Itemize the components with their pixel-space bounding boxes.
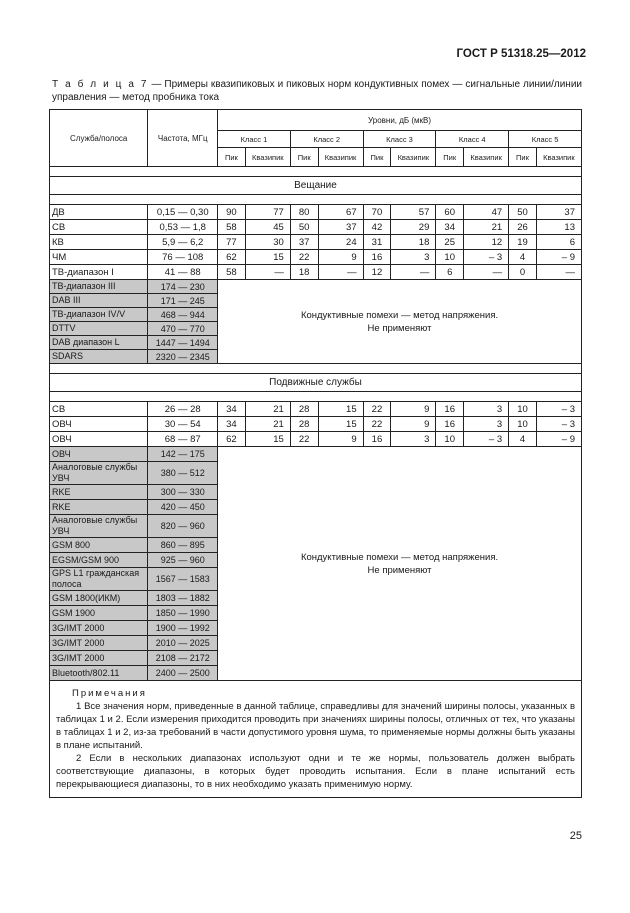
frequency-cell: 470 — 770: [148, 322, 218, 336]
value-cell: 3: [391, 432, 436, 447]
value-cell: 19: [509, 235, 537, 250]
table-row: [50, 447, 582, 462]
frequency-cell: 468 — 944: [148, 308, 218, 322]
value-cell: 16: [363, 432, 391, 447]
service-cell: EGSM/GSM 900: [50, 553, 148, 568]
service-cell: GSM 1800(ИКМ): [50, 591, 148, 606]
service-cell: ДВ: [50, 205, 148, 220]
frequency-cell: 174 — 230: [148, 280, 218, 294]
page-number: 25: [569, 830, 582, 842]
value-cell: —: [536, 265, 581, 280]
value-cell: 34: [218, 402, 246, 417]
service-cell: ОВЧ: [50, 432, 148, 447]
header-frequency: Частота, МГц: [148, 110, 218, 167]
value-cell: 57: [391, 205, 436, 220]
frequency-cell: 41 — 88: [148, 265, 218, 280]
service-cell: DTTV: [50, 322, 148, 336]
value-cell: 90: [218, 205, 246, 220]
not-applicable-line1: Кондуктивные помехи — метод напряжения.: [300, 309, 499, 321]
header-peak: Пик: [290, 148, 318, 167]
header-levels: Уровни, дБ (мкВ): [218, 110, 582, 131]
frequency-cell: 26 — 28: [148, 402, 218, 417]
table-caption-label: Т а б л и ц а 7: [52, 79, 149, 90]
table-row: [50, 250, 582, 265]
not-applicable-line2: Не применяют: [367, 564, 432, 576]
header-peak: Пик: [218, 148, 246, 167]
frequency-cell: 0,53 — 1,8: [148, 220, 218, 235]
service-cell: ЧМ: [50, 250, 148, 265]
value-cell: 21: [245, 417, 290, 432]
header-class: Класс 2: [290, 131, 363, 148]
table-caption: [52, 78, 582, 104]
service-cell: 3G/IMT 2000: [50, 651, 148, 666]
value-cell: – 3: [536, 402, 581, 417]
value-cell: 42: [363, 220, 391, 235]
value-cell: —: [318, 265, 363, 280]
value-cell: 60: [436, 205, 464, 220]
frequency-cell: 2010 — 2025: [148, 636, 218, 651]
value-cell: 0: [509, 265, 537, 280]
value-cell: 4: [509, 432, 537, 447]
service-cell: СВ: [50, 402, 148, 417]
not-applicable-line2: Не применяют: [367, 322, 432, 334]
value-cell: 67: [318, 205, 363, 220]
value-cell: 58: [218, 265, 246, 280]
frequency-cell: 820 — 960: [148, 515, 218, 538]
value-cell: 37: [318, 220, 363, 235]
service-cell: КВ: [50, 235, 148, 250]
table-row: [50, 235, 582, 250]
value-cell: 9: [391, 402, 436, 417]
value-cell: 21: [245, 402, 290, 417]
header-quasipeak: Квазипик: [318, 148, 363, 167]
table-row: [50, 205, 582, 220]
value-cell: 37: [290, 235, 318, 250]
frequency-cell: 171 — 245: [148, 294, 218, 308]
service-cell: Bluetooth/802.11: [50, 666, 148, 681]
header-peak: Пик: [436, 148, 464, 167]
value-cell: 70: [363, 205, 391, 220]
frequency-cell: 68 — 87: [148, 432, 218, 447]
value-cell: 25: [436, 235, 464, 250]
value-cell: – 9: [536, 432, 581, 447]
frequency-cell: 1567 — 1583: [148, 568, 218, 591]
header-class: Класс 3: [363, 131, 436, 148]
spacer-row: [50, 364, 582, 374]
service-cell: Аналоговые службы УВЧ: [50, 462, 148, 485]
header-quasipeak: Квазипик: [245, 148, 290, 167]
value-cell: 15: [245, 432, 290, 447]
value-cell: 15: [318, 402, 363, 417]
value-cell: 4: [509, 250, 537, 265]
service-cell: RKE: [50, 485, 148, 500]
value-cell: 13: [536, 220, 581, 235]
service-cell: 3G/IMT 2000: [50, 621, 148, 636]
value-cell: 62: [218, 432, 246, 447]
value-cell: 50: [290, 220, 318, 235]
service-cell: DAB диапазон L: [50, 336, 148, 350]
value-cell: 15: [318, 417, 363, 432]
note-1: 1 Все значения норм, приведенные в данной таблице, справедливы для значений ширины полосы, указанных в таблицах 1 и 2. Если измерения приходится проводить при значениях ширины полосы, отличных от тех, что указаны в таблицах 1 и 2, из-за требований в части допустимого уровня шума, то применяемые нормы должны быть указаны в плане испытаний.: [56, 701, 575, 751]
frequency-cell: 2108 — 2172: [148, 651, 218, 666]
value-cell: 3: [391, 250, 436, 265]
value-cell: – 3: [536, 417, 581, 432]
value-cell: 12: [464, 235, 509, 250]
section-mobile: Подвижные службы: [50, 374, 582, 392]
frequency-cell: 0,15 — 0,30: [148, 205, 218, 220]
header-quasipeak: Квазипик: [536, 148, 581, 167]
service-cell: ТВ-диапазон III: [50, 280, 148, 294]
note-2: 2 Если в нескольких диапазонах используют одни и те же нормы, пользователь должен выбрать соответствующие диапазоны, в которых будет проводить испытания. Если в плане испытаний есть перекрывающиеся диапазоны, то в них необходимо указать применимую норму.: [56, 753, 575, 790]
section-broadcast: Вещание: [50, 177, 582, 195]
value-cell: 10: [509, 402, 537, 417]
value-cell: 58: [218, 220, 246, 235]
value-cell: 18: [391, 235, 436, 250]
value-cell: 29: [391, 220, 436, 235]
value-cell: – 3: [464, 432, 509, 447]
spacer-row: [50, 392, 582, 402]
spacer-row: [50, 195, 582, 205]
frequency-cell: 1850 — 1990: [148, 606, 218, 621]
service-cell: GSM 800: [50, 538, 148, 553]
service-cell: GPS L1 гражданская полоса: [50, 568, 148, 591]
value-cell: 80: [290, 205, 318, 220]
value-cell: 12: [363, 265, 391, 280]
table-row: [50, 402, 582, 417]
spacer-row: [50, 167, 582, 177]
frequency-cell: 300 — 330: [148, 485, 218, 500]
value-cell: 37: [536, 205, 581, 220]
limits-table: [49, 109, 582, 798]
frequency-cell: 5,9 — 6,2: [148, 235, 218, 250]
frequency-cell: 76 — 108: [148, 250, 218, 265]
header-class: Класс 5: [509, 131, 582, 148]
notes-row: [50, 681, 582, 798]
document-id: ГОСТ Р 51318.25—2012: [456, 48, 586, 60]
value-cell: 30: [245, 235, 290, 250]
value-cell: – 9: [536, 250, 581, 265]
value-cell: 34: [218, 417, 246, 432]
value-cell: 9: [318, 250, 363, 265]
frequency-cell: 1447 — 1494: [148, 336, 218, 350]
table-row: [50, 417, 582, 432]
frequency-cell: 380 — 512: [148, 462, 218, 485]
frequency-cell: 30 — 54: [148, 417, 218, 432]
value-cell: 22: [363, 417, 391, 432]
value-cell: 9: [318, 432, 363, 447]
value-cell: 6: [436, 265, 464, 280]
value-cell: 22: [290, 250, 318, 265]
service-cell: 3G/IMT 2000: [50, 636, 148, 651]
value-cell: 22: [290, 432, 318, 447]
value-cell: 3: [464, 402, 509, 417]
table-row: [50, 220, 582, 235]
service-cell: SDARS: [50, 350, 148, 364]
service-cell: ОВЧ: [50, 417, 148, 432]
value-cell: 47: [464, 205, 509, 220]
value-cell: —: [464, 265, 509, 280]
frequency-cell: 925 — 960: [148, 553, 218, 568]
service-cell: ТВ-диапазон I: [50, 265, 148, 280]
value-cell: 16: [363, 250, 391, 265]
header-quasipeak: Квазипик: [391, 148, 436, 167]
header-service: Служба/полоса: [50, 110, 148, 167]
header-class: Класс 1: [218, 131, 291, 148]
value-cell: 50: [509, 205, 537, 220]
value-cell: 62: [218, 250, 246, 265]
frequency-cell: 420 — 450: [148, 500, 218, 515]
service-cell: ТВ-диапазон IV/V: [50, 308, 148, 322]
header-peak: Пик: [363, 148, 391, 167]
not-applicable-line1: Кондуктивные помехи — метод напряжения.: [300, 551, 499, 563]
table-row: [50, 280, 582, 294]
value-cell: 6: [536, 235, 581, 250]
value-cell: 77: [218, 235, 246, 250]
value-cell: 77: [245, 205, 290, 220]
value-cell: 26: [509, 220, 537, 235]
value-cell: 22: [363, 402, 391, 417]
service-cell: ОВЧ: [50, 447, 148, 462]
header-quasipeak: Квазипик: [464, 148, 509, 167]
value-cell: 28: [290, 402, 318, 417]
value-cell: 10: [436, 432, 464, 447]
value-cell: 16: [436, 417, 464, 432]
not-applicable-note: [218, 280, 582, 364]
frequency-cell: 860 — 895: [148, 538, 218, 553]
value-cell: – 3: [464, 250, 509, 265]
value-cell: 18: [290, 265, 318, 280]
value-cell: 3: [464, 417, 509, 432]
not-applicable-note: [218, 447, 582, 681]
value-cell: 9: [391, 417, 436, 432]
value-cell: 31: [363, 235, 391, 250]
notes-cell: [50, 681, 582, 798]
value-cell: 45: [245, 220, 290, 235]
value-cell: 28: [290, 417, 318, 432]
value-cell: 10: [436, 250, 464, 265]
notes-heading: Примечания: [72, 688, 147, 699]
header-class: Класс 4: [436, 131, 509, 148]
frequency-cell: 2320 — 2345: [148, 350, 218, 364]
frequency-cell: 1803 — 1882: [148, 591, 218, 606]
value-cell: 24: [318, 235, 363, 250]
service-cell: СВ: [50, 220, 148, 235]
service-cell: RKE: [50, 500, 148, 515]
value-cell: 16: [436, 402, 464, 417]
value-cell: 15: [245, 250, 290, 265]
value-cell: —: [391, 265, 436, 280]
frequency-cell: 2400 — 2500: [148, 666, 218, 681]
value-cell: —: [245, 265, 290, 280]
frequency-cell: 1900 — 1992: [148, 621, 218, 636]
table-row: [50, 432, 582, 447]
table-row: [50, 265, 582, 280]
table-caption-text: — Примеры квазипиковых и пиковых норм кондуктивных помех — сигнальные линии/линии управления — метод пробника тока: [52, 79, 582, 103]
service-cell: GSM 1900: [50, 606, 148, 621]
value-cell: 21: [464, 220, 509, 235]
value-cell: 34: [436, 220, 464, 235]
service-cell: Аналоговые службы УВЧ: [50, 515, 148, 538]
header-peak: Пик: [509, 148, 537, 167]
value-cell: 10: [509, 417, 537, 432]
frequency-cell: 142 — 175: [148, 447, 218, 462]
service-cell: DAB III: [50, 294, 148, 308]
